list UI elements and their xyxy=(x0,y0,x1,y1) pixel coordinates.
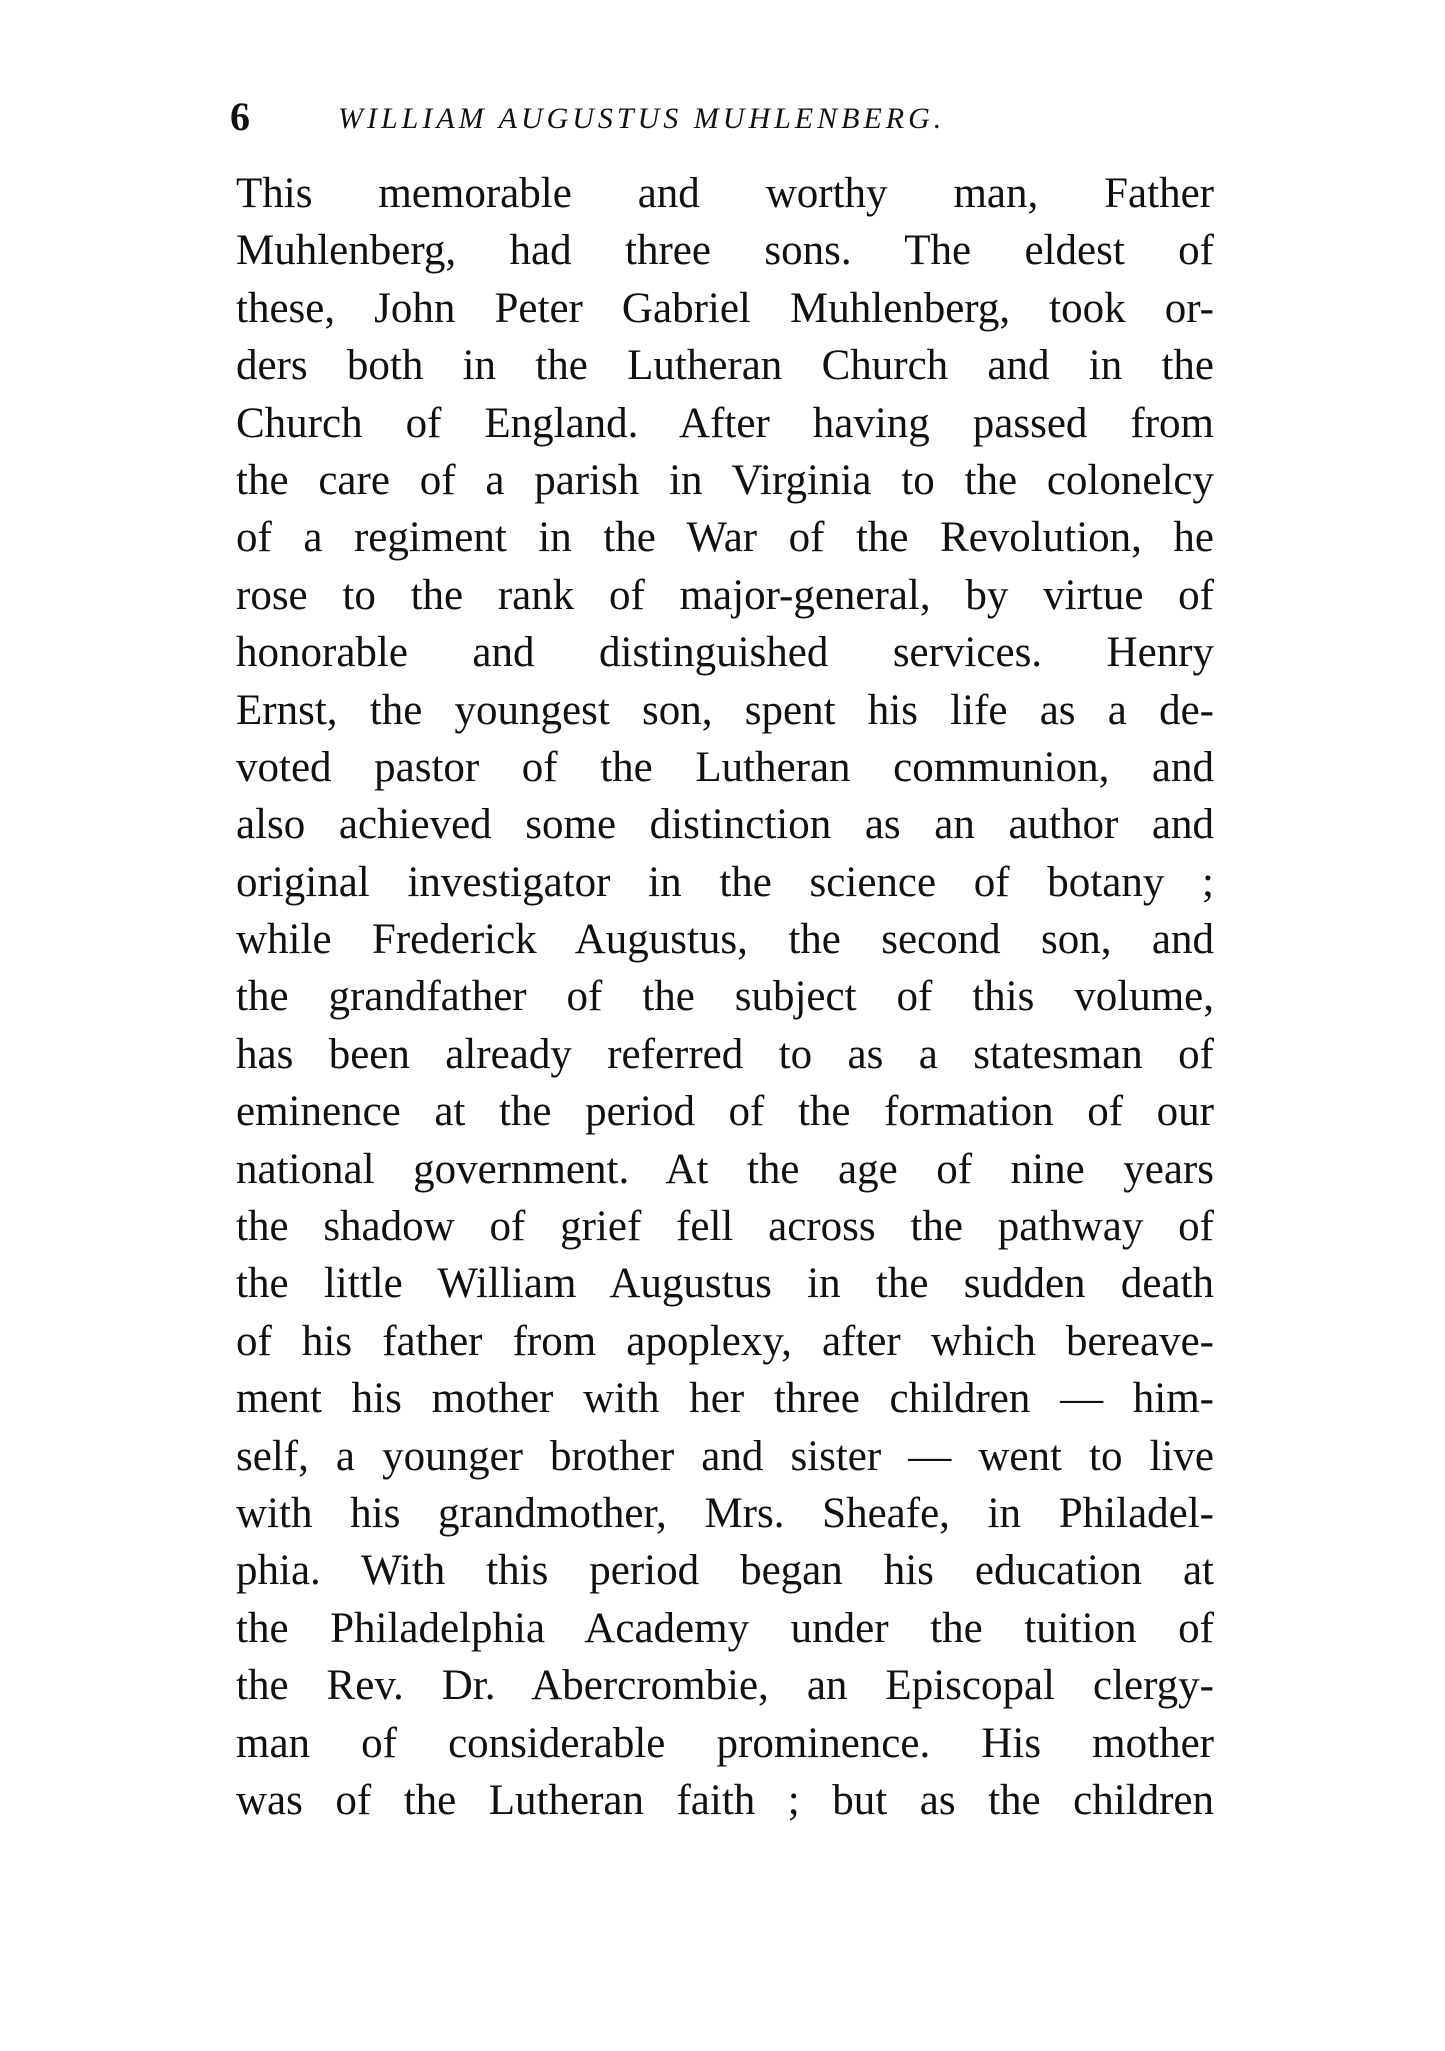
text-line: Muhlenberg, had three sons. The eldest of xyxy=(236,227,1214,275)
text-line: the Rev. Dr. Abercrombie, an Episcopal clergy- xyxy=(236,1662,1214,1710)
text-line: these, John Peter Gabriel Muhlenberg, took or- xyxy=(236,284,1214,332)
text-line: phia. With this period began his education at xyxy=(236,1547,1214,1595)
text-line: national government. At the age of nine years xyxy=(236,1145,1214,1193)
text-line: the care of a parish in Virginia to the colonelcy xyxy=(236,456,1214,504)
running-title: WILLIAM AUGUSTUS MUHLENBERG. xyxy=(338,102,946,135)
text-line: the shadow of grief fell across the pathway of xyxy=(236,1203,1214,1251)
text-line: the little William Augustus in the sudden death xyxy=(236,1260,1214,1308)
text-line: was of the Lutheran faith ; but as the children xyxy=(236,1776,1214,1824)
text-line: with his grandmother, Mrs. Sheafe, in Philadel- xyxy=(236,1489,1214,1537)
text-line: of his father from apoplexy, after which bereave- xyxy=(236,1317,1214,1365)
text-line: the Philadelphia Academy under the tuition of xyxy=(236,1604,1214,1652)
text-line: ders both in the Lutheran Church and in the xyxy=(236,342,1214,390)
text-line: while Frederick Augustus, the second son, and xyxy=(236,916,1214,964)
running-head xyxy=(230,92,1230,142)
text-line: honorable and distinguished services. Henry xyxy=(236,629,1214,677)
page-number: 6 xyxy=(230,94,250,139)
text-line: ment his mother with her three children — him- xyxy=(236,1375,1214,1423)
text-line: of a regiment in the War of the Revolution, he xyxy=(236,514,1214,562)
text-line: voted pastor of the Lutheran communion, and xyxy=(236,743,1214,791)
text-line: the grandfather of the subject of this volume, xyxy=(236,973,1214,1021)
text-line: This memorable and worthy man, Father xyxy=(236,170,1214,217)
text-line: also achieved some distinction as an author and xyxy=(236,801,1214,849)
text-line: rose to the rank of major-general, by virtue of xyxy=(236,571,1214,619)
body-paragraph xyxy=(236,165,1214,1829)
text-line: original investigator in the science of botany ; xyxy=(236,858,1214,906)
text-line: Ernst, the youngest son, spent his life as a de- xyxy=(236,686,1214,734)
text-line: Church of England. After having passed from xyxy=(236,399,1214,447)
text-line: eminence at the period of the formation of our xyxy=(236,1088,1214,1136)
text-line: man of considerable prominence. His mother xyxy=(236,1719,1214,1767)
text-line: self, a younger brother and sister — went to live xyxy=(236,1432,1214,1480)
text-line: has been already referred to as a statesman of xyxy=(236,1030,1214,1078)
